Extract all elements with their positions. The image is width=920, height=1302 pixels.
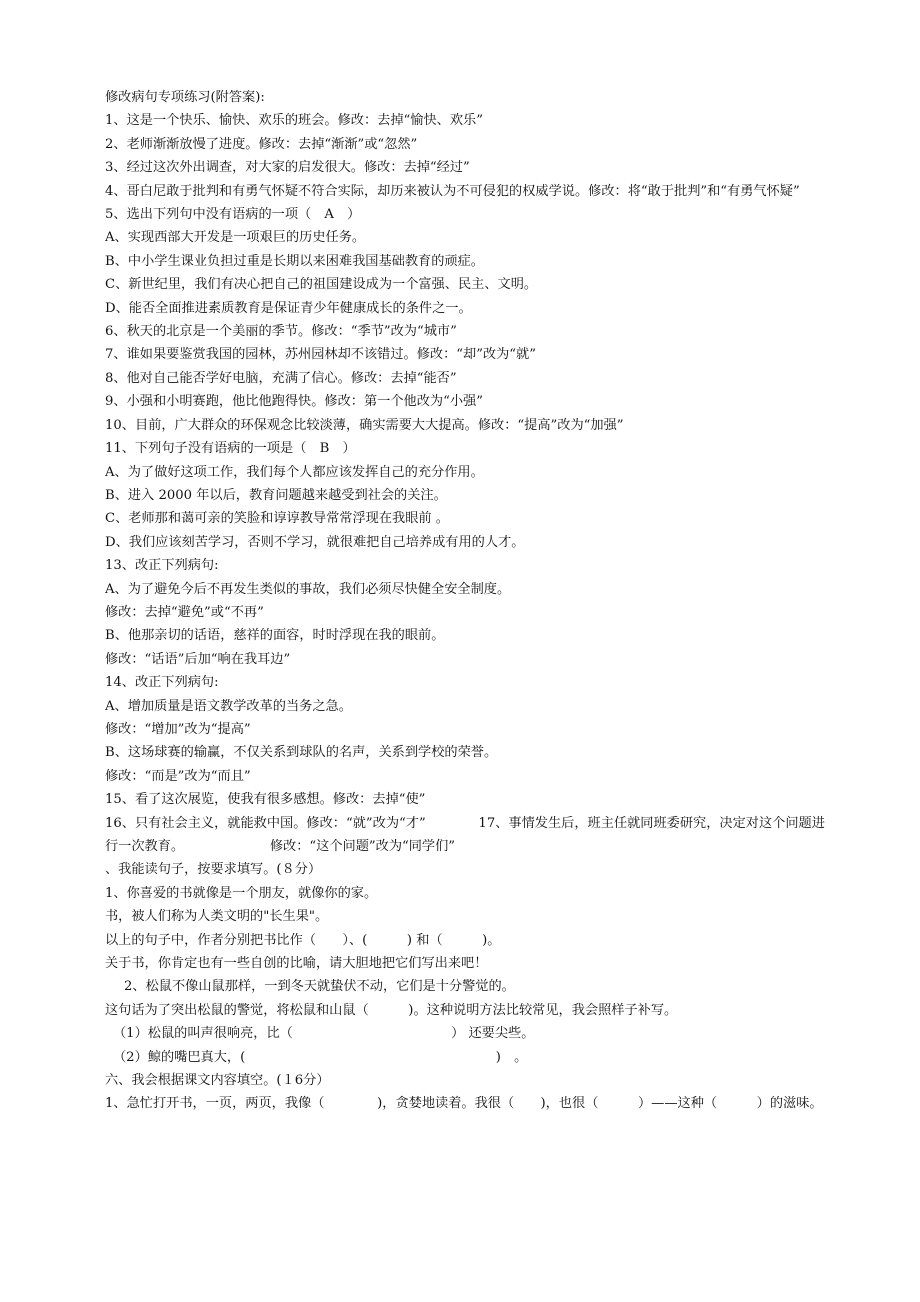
- text-line: 15、看了这次展览，使我有很多感想。修改：去掉“使”: [105, 792, 426, 808]
- text-line: B、中小学生课业负担过重是长期以来困难我国基础教育的顽症。: [105, 253, 484, 269]
- text-line: B、他那亲切的话语，慈祥的面容，时时浮现在我的眼前。: [105, 628, 445, 644]
- text-line: 修改：去掉“避免”或“不再”: [105, 604, 264, 620]
- text-line: A、增加质量是语文教学改革的当务之急。: [105, 698, 352, 714]
- text-line: 1、急忙打开书，一页，两页，我像（ )，贪婪地读着。我很（ )，也很（ ）——这种（ ）的滋味。: [105, 1096, 823, 1112]
- text-line: 11、下列句子没有语病的一项是（ B ）: [105, 441, 356, 457]
- text-line: 2、老师渐渐放慢了进度。修改：去掉“渐渐”或“忽然”: [105, 136, 418, 152]
- text-line: 13、改正下列病句:: [105, 558, 219, 574]
- section-heading: 六、我会根据课文内容填空。(１6分）: [105, 1073, 330, 1089]
- document-body: [105, 86, 825, 1116]
- text-line: B、这场球赛的输赢，不仅关系到球队的名声，关系到学校的荣誉。: [105, 745, 498, 761]
- text-line: D、能否全面推进素质教育是保证青少年健康成长的条件之一。: [105, 300, 472, 316]
- text-line: C、新世纪里，我们有决心把自己的祖国建设成为一个富强、民主、文明。: [105, 277, 538, 293]
- text-line: B、进入 2000 年以后，教育问题越来越受到社会的关注。: [105, 487, 447, 503]
- text-line: D、我们应该刻苦学习，否则不学习，就很难把自己培养成有用的人才。: [105, 534, 525, 550]
- text-line: 修改：“话语”后加“响在我耳边”: [105, 651, 291, 667]
- text-line: 3、经过这次外出调查，对大家的启发很大。修改：去掉“经过”: [105, 160, 470, 176]
- text-line: 9、小强和小明赛跑，他比他跑得快。修改：第一个他改为“小强”: [105, 394, 483, 410]
- text-line: 这句话为了突出松鼠的警觉，将松鼠和山鼠（ )。这种说明方法比较常见，我会照样子补写。: [105, 1002, 678, 1018]
- text-line: 10、目前，广大群众的环保观念比较淡薄，确实需要大大提高。修改：“提高”改为“加强”: [105, 417, 624, 433]
- text-line: 书，被人们称为人类文明的"长生果"。: [105, 909, 329, 925]
- text-line: 1、你喜爱的书就像是一个朋友，就像你的家。: [105, 885, 378, 901]
- text-line: A、为了做好这项工作，我们每个人都应该发挥自己的充分作用。: [105, 464, 484, 480]
- text-line: 16、只有社会主义，就能救中国。修改：“就”改为“才” 17、事情发生后，班主任就同班委研究，决定对这个问题进行一次教育。 修改：“这个问题”改为“同学们”: [105, 815, 825, 854]
- text-line: 2、松鼠不像山鼠那样，一到冬天就蛰伏不动，它们是十分警觉的。: [124, 979, 515, 995]
- text-line: 14、改正下列病句:: [105, 675, 219, 691]
- text-line: 5、选出下列句中没有语病的一项（ A ）: [105, 207, 361, 223]
- section-heading: 、我能读句子，按要求填写。(８分）: [105, 862, 322, 878]
- text-line: 关于书，你肯定也有一些自创的比喻，请大胆地把它们写出来吧！: [105, 956, 488, 972]
- document-title: 修改病句专项练习(附答案):: [105, 90, 265, 105]
- text-line: （1）松鼠的叫声很响亮，比（ ） 还要尖些。: [113, 1026, 535, 1042]
- text-line: 1、这是一个快乐、愉快、欢乐的班会。修改：去掉“愉快、欢乐”: [105, 113, 483, 129]
- text-line: 以上的句子中，作者分别把书比作（ ）、( ) 和（ )。: [105, 932, 501, 948]
- text-line: 7、谁如果要鉴赏我国的园林，苏州园林却不该错过。修改：“却”改为“就”: [105, 347, 536, 363]
- text-line: C、老师那和蔼可亲的笑脸和谆谆教导常常浮现在我眼前 。: [105, 511, 449, 527]
- text-line: 4、哥白尼敢于批判和有勇气怀疑不符合实际，却历来被认为不可侵犯的权威学说。修改：将“敢于批判”和“有勇气怀疑”: [105, 183, 800, 199]
- text-line: （2）鲸的嘴巴真大，( ) 。: [113, 1049, 528, 1065]
- text-line: A、实现西部大开发是一项艰巨的历史任务。: [105, 230, 366, 246]
- text-line: 6、秋天的北京是一个美丽的季节。修改：“季节”改为“城市”: [105, 324, 457, 340]
- text-line: A、为了避免今后不再发生类似的事故，我们必须尽快健全安全制度。: [105, 581, 511, 597]
- text-line: 8、他对自己能否学好电脑，充满了信心。修改：去掉“能否”: [105, 370, 457, 386]
- text-line: 修改：“增加”改为“提高”: [105, 721, 251, 737]
- text-line: 修改：“而是”改为“而且”: [105, 768, 251, 784]
